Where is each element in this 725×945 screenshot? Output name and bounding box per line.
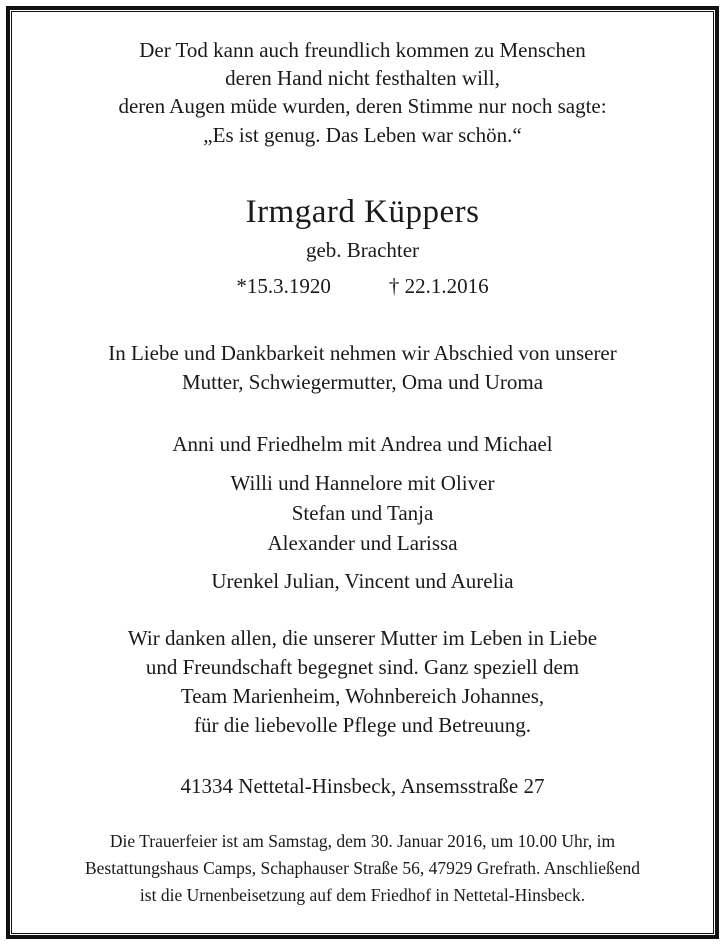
family-group-2-line-1: Willi und Hannelore mit Oliver bbox=[230, 471, 495, 495]
thanks-line-2: und Freundschaft begegnet sind. Ganz speziell dem bbox=[145, 655, 580, 679]
birth-date: *15.3.1920 bbox=[236, 274, 331, 298]
life-dates bbox=[0, 272, 725, 300]
family-group-2-line-3: Alexander und Larissa bbox=[267, 531, 458, 555]
birth-name: geb. Brachter bbox=[305, 238, 420, 262]
family-group-2-line-2: Stefan und Tanja bbox=[291, 501, 434, 525]
poem-line-3: deren Augen müde wurden, deren Stimme nur noch sagte: bbox=[118, 94, 607, 118]
farewell-line-2: Mutter, Schwiegermutter, Oma und Uroma bbox=[181, 370, 544, 394]
death-date: † 22.1.2016 bbox=[388, 274, 489, 298]
thanks-line-3: Team Marienheim, Wohnbereich Johannes, bbox=[180, 684, 545, 708]
thanks-line-4: für die liebevolle Pflege und Betreuung. bbox=[193, 713, 532, 737]
deceased-name: Irmgard Küppers bbox=[245, 194, 480, 230]
thanks-line-1: Wir danken allen, die unserer Mutter im Leben in Liebe bbox=[127, 626, 598, 650]
family-group-1: Anni und Friedhelm mit Andrea und Michael bbox=[172, 432, 553, 456]
poem-line-1: Der Tod kann auch freundlich kommen zu Menschen bbox=[139, 38, 586, 62]
ceremony-line-2: Bestattungshaus Camps, Schaphauser Straße 56, 47929 Grefrath. Anschließend bbox=[84, 858, 641, 878]
poem-line-2: deren Hand nicht festhalten will, bbox=[225, 66, 500, 90]
farewell-line-1: In Liebe und Dankbarkeit nehmen wir Abschied von unserer bbox=[108, 341, 617, 365]
ceremony-line-1: Die Trauerfeier ist am Samstag, dem 30. Januar 2016, um 10.00 Uhr, im bbox=[109, 831, 616, 851]
poem-line-4: „Es ist genug. Das Leben war schön.“ bbox=[203, 123, 522, 147]
address: 41334 Nettetal-Hinsbeck, Ansemsstraße 27 bbox=[180, 774, 545, 798]
ceremony-line-3: ist die Urnenbeisetzung auf dem Friedhof in Nettetal-Hinsbeck. bbox=[139, 885, 586, 905]
family-group-3: Urenkel Julian, Vincent und Aurelia bbox=[211, 569, 514, 593]
